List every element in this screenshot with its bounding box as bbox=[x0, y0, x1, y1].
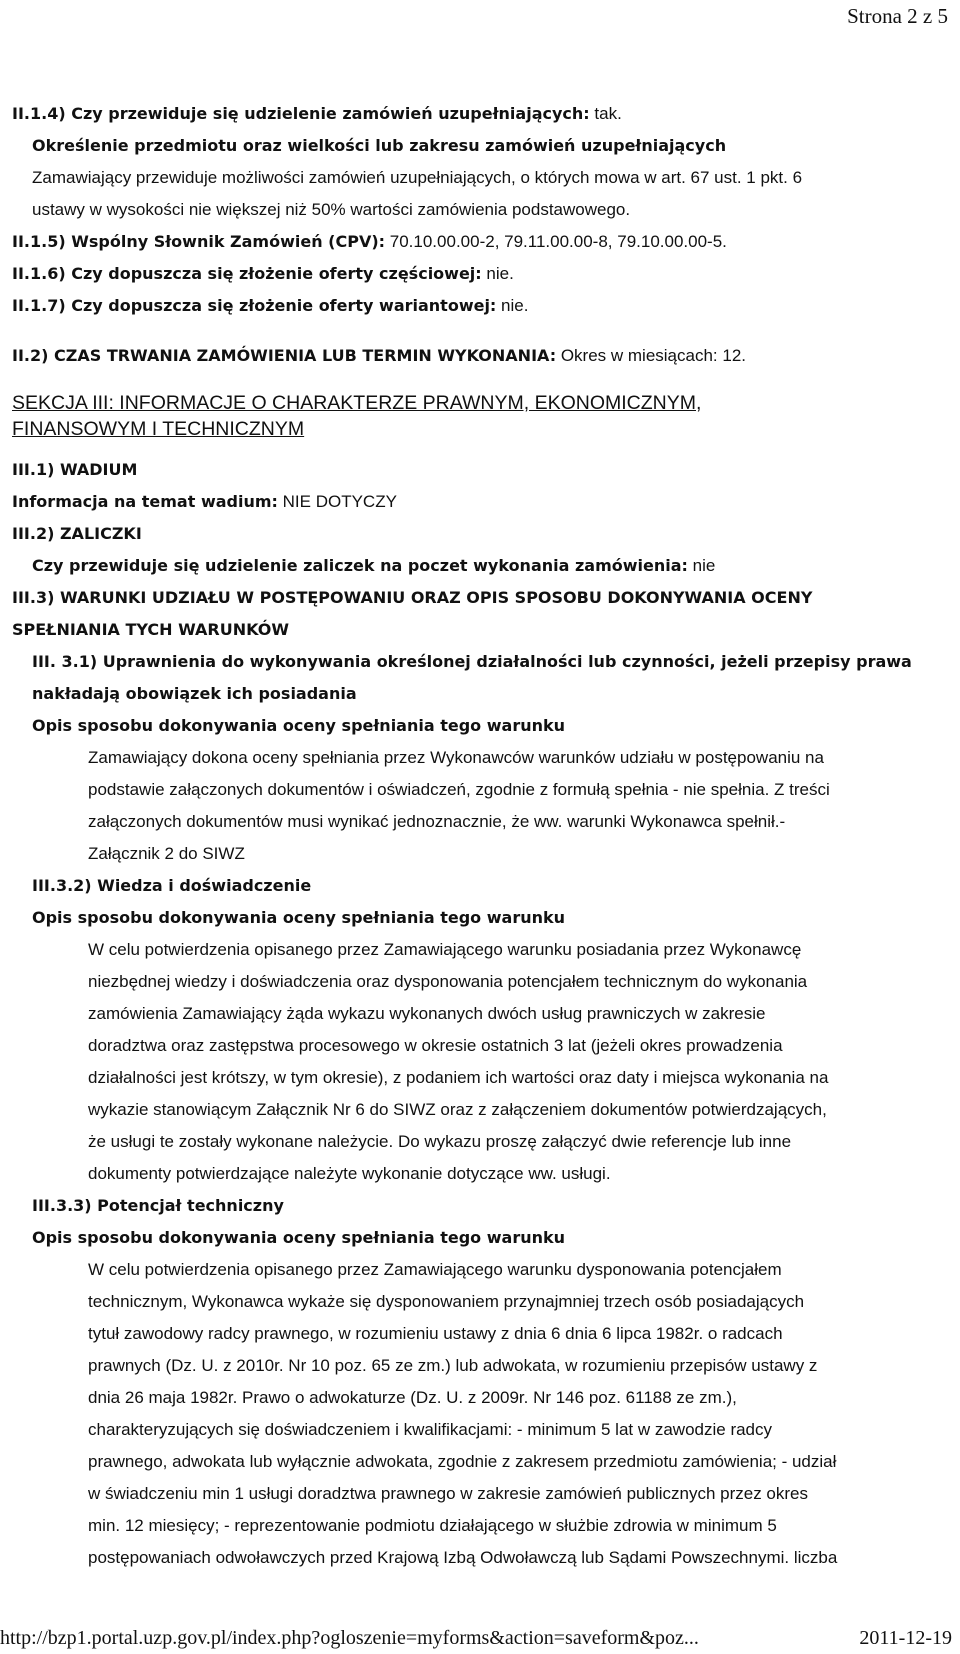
item-value: nie bbox=[687, 556, 716, 575]
item-ii-2 bbox=[12, 340, 952, 372]
wadium-info bbox=[12, 486, 952, 518]
item-label: Informacja na temat wadium: bbox=[12, 492, 278, 511]
description-line: Załącznik 2 do SIWZ bbox=[88, 844, 245, 863]
item-iii-3-3: III.3.3) Potencjał techniczny bbox=[32, 1196, 284, 1215]
description-line: prawnych (Dz. U. z 2010r. Nr 10 poz. 65 ze zm.) lub adwokata, w rozumieniu przepisów ustawy z bbox=[88, 1356, 818, 1375]
notice-content bbox=[12, 98, 952, 1574]
item-label: II.1.4) Czy przewiduje się udzielenie zamówień uzupełniających: bbox=[12, 104, 590, 123]
iii-3-2-description bbox=[12, 934, 952, 1190]
item-ii-1-6 bbox=[12, 258, 952, 290]
spacer bbox=[12, 372, 952, 390]
description-line: że usługi te zostały wykonane należycie. Do wykazu proszę załączyć dwie referencje lub inne bbox=[88, 1132, 792, 1151]
item-value: NIE DOTYCZY bbox=[277, 492, 397, 511]
item-value: nie. bbox=[481, 264, 514, 283]
item-label: Czy przewiduje się udzielenie zaliczek na poczet wykonania zamówienia: bbox=[32, 556, 688, 575]
description-line: działalności jest krótszy, w tym okresie), z podaniem ich wartości oraz daty i miejsca wykonania na bbox=[88, 1068, 829, 1087]
item-label: II.2) CZAS TRWANIA ZAMÓWIENIA LUB TERMIN WYKONANIA: bbox=[12, 346, 557, 365]
supplementary-orders-heading: Określenie przedmiotu oraz wielkości lub zakresu zamówień uzupełniających bbox=[32, 136, 727, 155]
page-footer bbox=[0, 1627, 952, 1650]
condition-assessment-label: Opis sposobu dokonywania oceny spełniania tego warunku bbox=[32, 908, 566, 927]
description-line: w świadczeniu min 1 usługi doradztwa prawnego w zakresie zamówień publicznych przez okres bbox=[88, 1484, 809, 1503]
condition-assessment-label: Opis sposobu dokonywania oceny spełniania tego warunku bbox=[32, 1228, 566, 1247]
item-iii-3-line-2: SPEŁNIANIA TYCH WARUNKÓW bbox=[12, 620, 290, 639]
description-line: min. 12 miesięcy; - reprezentowanie podmiotu działającego w służbie zdrowia w minimum 5 bbox=[88, 1516, 777, 1535]
spacer bbox=[12, 322, 952, 340]
section-iii-title-line-1: SEKCJA III: INFORMACJE O CHARAKTERZE PRAWNYM, EKONOMICZNYM, bbox=[12, 392, 702, 414]
item-iii-3-2: III.3.2) Wiedza i doświadczenie bbox=[32, 876, 312, 895]
iii-3-1-description bbox=[12, 742, 952, 870]
description-line: doradztwa oraz zastępstwa procesowego w okresie ostatnich 3 lat (jeżeli okres prowadzenia bbox=[88, 1036, 783, 1055]
description-line: tytuł zawodowy radcy prawnego, w rozumieniu ustawy z dnia 6 dnia 6 lipca 1982r. o radcach bbox=[88, 1324, 783, 1343]
item-value: nie. bbox=[496, 296, 529, 315]
section-iii-title-line-2: FINANSOWYM I TECHNICZNYM bbox=[12, 418, 305, 440]
item-value: 70.10.00.00-2, 79.11.00.00-8, 79.10.00.00-5. bbox=[385, 232, 727, 251]
item-iii-1: III.1) WADIUM bbox=[12, 460, 138, 479]
footer-url: http://bzp1.portal.uzp.gov.pl/index.php?ogloszenie=myforms&action=saveform&poz... bbox=[0, 1627, 699, 1649]
description-line: Zamawiający dokona oceny spełniania przez Wykonawców warunków udziału w postępowaniu na bbox=[88, 748, 824, 767]
spacer bbox=[12, 442, 952, 454]
description-line: niezbędnej wiedzy i doświadczenia oraz dysponowania potencjałem technicznym do wykonania bbox=[88, 972, 808, 991]
page-number-label: Strona 2 z 5 bbox=[847, 4, 948, 28]
description-line: postępowaniach odwoławczych przed Krajową Izbą Odwoławczą lub Sądami Powszechnymi. liczba bbox=[88, 1548, 838, 1567]
description-line: W celu potwierdzenia opisanego przez Zamawiającego warunku posiadania przez Wykonawcę bbox=[88, 940, 802, 959]
item-label: II.1.5) Wspólny Słownik Zamówień (CPV): bbox=[12, 232, 386, 251]
description-line: prawnego, adwokata lub wyłącznie adwokata, zgodnie z zakresem przedmiotu zamówienia; - udział bbox=[88, 1452, 837, 1471]
item-label: II.1.7) Czy dopuszcza się złożenie oferty wariantowej: bbox=[12, 296, 497, 315]
item-ii-1-4 bbox=[12, 98, 952, 130]
description-line: dnia 26 maja 1982r. Prawo o adwokaturze (Dz. U. z 2009r. Nr 146 poz. 61188 ze zm.), bbox=[88, 1388, 737, 1407]
footer-date: 2011-12-19 bbox=[859, 1627, 952, 1649]
description-line: zamówienia Zamawiający żąda wykazu wykonanych dwóch usług prawniczych w zakresie bbox=[88, 1004, 766, 1023]
supplementary-orders-block bbox=[12, 130, 952, 226]
item-iii-3-1-line-2: nakładają obowiązek ich posiadania bbox=[32, 684, 357, 703]
description-line: wykazie stanowiącym Załącznik Nr 6 do SIWZ oraz z załączeniem dokumentów potwierdzających, bbox=[88, 1100, 827, 1119]
description-line: charakteryzujących się doświadczeniem i kwalifikacjami: - minimum 5 lat w zawodzie radcy bbox=[88, 1420, 773, 1439]
description-line: W celu potwierdzenia opisanego przez Zamawiającego warunku dysponowania potencjałem bbox=[88, 1260, 782, 1279]
description-line: załączonych dokumentów musi wynikać jednoznacznie, że ww. warunki Wykonawca spełnił.- bbox=[88, 812, 786, 831]
item-label: II.1.6) Czy dopuszcza się złożenie oferty częściowej: bbox=[12, 264, 482, 283]
item-ii-1-5 bbox=[12, 226, 952, 258]
description-line: dokumenty potwierdzające należyte wykonanie dotyczące ww. usługi. bbox=[88, 1164, 611, 1183]
supplementary-orders-text-1: Zamawiający przewiduje możliwości zamówień uzupełniających, o których mowa w art. 67 ust. 1 pkt. 6 bbox=[32, 168, 803, 187]
supplementary-orders-text-2: ustawy w wysokości nie większej niż 50% wartości zamówienia podstawowego. bbox=[32, 200, 631, 219]
condition-assessment-label: Opis sposobu dokonywania oceny spełniania tego warunku bbox=[32, 716, 566, 735]
iii-3-3-description bbox=[12, 1254, 952, 1574]
item-iii-2: III.2) ZALICZKI bbox=[12, 524, 142, 543]
item-iii-3-1-line-1: III. 3.1) Uprawnienia do wykonywania określonej działalności lub czynności, jeżeli przepisy prawa bbox=[32, 652, 912, 671]
zaliczki-info bbox=[12, 550, 952, 582]
description-line: podstawie załączonych dokumentów i oświadczeń, zgodnie z formułą spełnia - nie spełnia. Z treści bbox=[88, 780, 830, 799]
item-value: Okres w miesiącach: 12. bbox=[556, 346, 746, 365]
item-iii-3-line-1: III.3) WARUNKI UDZIAŁU W POSTĘPOWANIU ORAZ OPIS SPOSOBU DOKONYWANIA OCENY bbox=[12, 588, 813, 607]
description-line: technicznym, Wykonawca wykaże się dysponowaniem przynajmniej trzech osób posiadających bbox=[88, 1292, 805, 1311]
item-ii-1-7 bbox=[12, 290, 952, 322]
item-value: tak. bbox=[589, 104, 622, 123]
